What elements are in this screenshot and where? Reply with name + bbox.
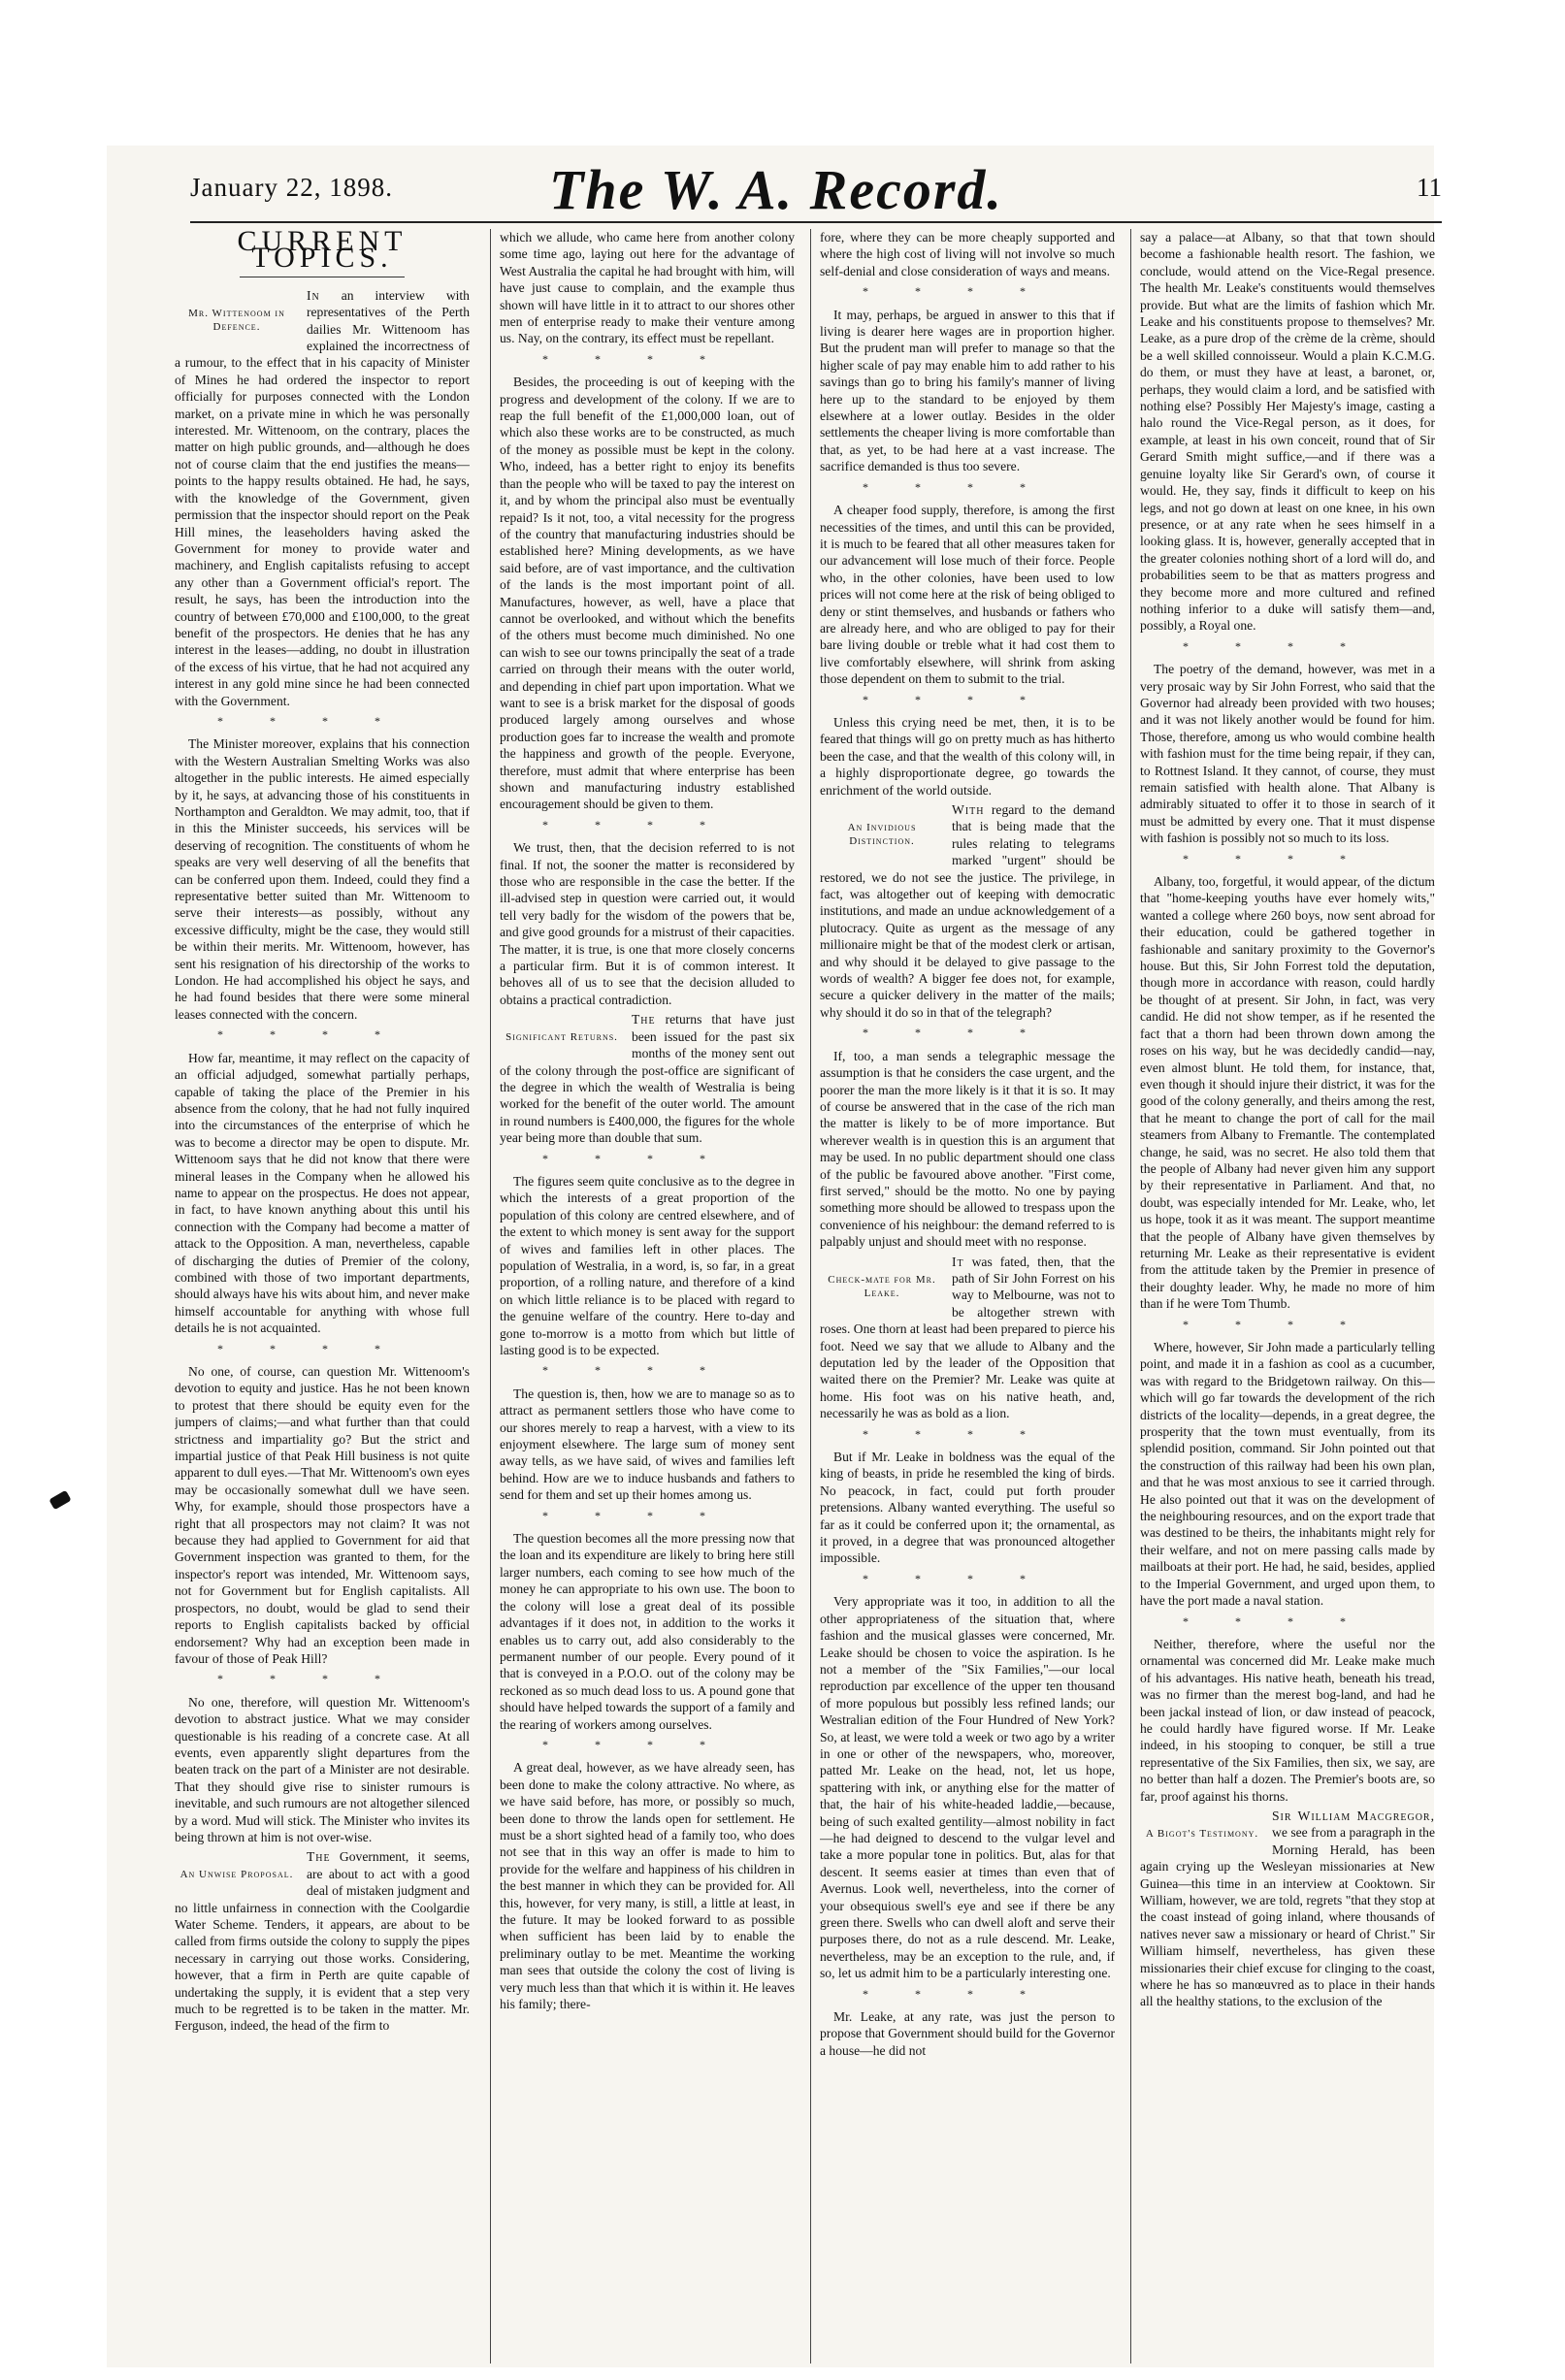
separator-stars: **** [542,1151,752,1165]
paragraph: The question is, then, how we are to manage so as to attract as permanent settlers those who have come to our shores merely to reap a harvest, with a view to its enjoyment elsewhere. The large sum of money sent away tells, as we have said, of wives and families left behind. How are we to induce husbands and fathers to send for them and set up their homes among us. [500,1386,795,1503]
paragraph: But if Mr. Leake in boldness was the equal of the king of beasts, in pride he resembled the king of birds. No peacock, in fact, could put forth prouder pretensions. Albany wanted everything. The useful so far as it could be conferred upon it; the ornamental, as it proved, in a degree that was pronounced altogether impossible. [820,1450,1115,1566]
paragraph: fore, where they can be more cheaply supported and where the high cost of living will not involve so much self-denial and close consideration of ways and means. [820,230,1115,278]
side-heading: An Unwise Proposal. [179,1869,294,1881]
paragraph: A great deal, however, as we have already seen, has been done to make the colony attractive. No where, as we have said before, has more, or possibly so much, been done to throw the lands open for settlement. He must be a short sighted head of a family too, who does not see that in this way an offer is made to him to provide for the welfare and happiness of his children in the best manner in which they can be provided for. All this, however, for very many, is still, a little at least, in the future. It may be looked forward to as possible when sufficient has been laid by to enable the preliminary outlay to be met. Meantime the working man sees that outside the colony the cost of living is very much less than that which it is within it. He leaves his family; there- [500,1760,795,2012]
separator-stars: **** [1183,1317,1392,1331]
separator-stars: **** [863,284,1072,299]
separator-stars: **** [542,1363,752,1378]
masthead [190,158,1442,221]
separator-stars: **** [863,1571,1072,1585]
separator-stars: **** [217,1341,427,1355]
column-3 [820,229,1115,2364]
paragraph: We trust, then, that the decision referred to is not final. If not, the sooner the matter is reconsidered by those who are responsible in the case the better. If the ill-advised step in question were carried out, it would tell very badly for the wisdom of the powers that be, and give good grounds for a mistrust of their capacities. The matter, it is true, is one that more closely concerns a particular firm. But it is of common interest. It behoves all of us to see that the decision alluded to obtains a practical contradiction. [500,840,795,1007]
paragraph: Besides, the proceeding is out of keeping with the progress and development of the colony. If we are to reap the full benefit of the £1,000,000 loan, out of which also these works are to be constructed, as much of the money as possible must be kept in the colony. Who, indeed, has a better right to enjoy its benefits than the people who will be taxed to pay the interest on it, and by whom the principal also must be eventually repaid? Is it not, too, a vital necessity for the progress of the country that manufacturing industries should be established here? Mining developments, as we have said before, are of vast importance, and the cultivation of the lands is the most important point of all. Manufactures, however, as well, have a place that cannot be overlooked, and without which the benefits of the others must become much diminished. No one can wish to see our towns principally the seat of a trade carried on through their means with the outer world, and depending in chief part upon importation. What we want to see is a brisk market for the disposal of goods produced largely among ourselves and whose production goes far to increase the wealth and promote the happiness and growth of the people. Everyone, therefore, must admit that where enterprise has been shown and manufacturing industry established encouragement should be given to them. [500,375,795,812]
paragraph: Neither, therefore, where the useful nor the ornamental was concerned did Mr. Leake make much of his advantages. His native heath, beneath his tread, was no firmer than the merest bog-land, and had he been jackal instead of lion, or daw instead of peacock, he could hardly have figured worse. If Mr. Leake indeed, in his stooping to conquer, be still a true representative of the Six Families, then six, we say, are no better than half a dozen. The Premier's boots are, so far, proof against his thorns. [1140,1636,1435,1804]
paragraph: Unless this crying need be met, then, it is to be feared that things will go on pretty much as has hitherto been the case, and that the wealth of this colony will, in a highly disproportionate degree, go towards the enrichment of the world outside. [820,714,1115,798]
margin-ink-mark [49,1490,71,1510]
side-heading: Check-mate for Mr. Leake. [828,1273,936,1299]
separator-stars: **** [863,1986,1072,2001]
separator-stars: **** [217,1027,427,1042]
separator-stars: **** [863,1026,1072,1040]
header-rule [190,221,1442,223]
paragraph: which we allude, who came here from another colony some time ago, laying out here for the advantage of West Australia the capital he had brought with him, will have just cause to complain, and the example thus shown will have little in it to attract to our shores other men of enterprise ready to make their venture among us. Nay, on the contrary, its effect must be repellant. [500,230,795,346]
column-divider [1130,229,1131,2364]
side-heading: An Invidious Distinction. [847,822,917,847]
separator-stars: **** [542,1508,752,1522]
paragraph: say a palace—at Albany, so that that town should become a fashionable health resort. The fashion, we conclude, would attend on the Vice-Regal presence. The health Mr. Leake's constituents would themselves provide. But what are the limits of fashion which Mr. Leake and his constituents propose to themselves? Mr. Leake, as a pure drop of the crème de la crème, should be a well skilled connoisseur. Would a plain K.C.M.G. do them, or must they have at least, a baronet, or, perhaps, they would claim a lord, and be satisfied with nothing else? Possibly Her Majesty's image, casting a halo round the Vice-Regal person, as it does, for example, at least in his own conceit, round that of Sir Gerard Smith might suffice,—and if there was a genuine loyalty like Sir Gerard's own, of course it would. He, they say, finds it difficult to keep on his legs, and not go down at least on one knee, in his own presence, or at any rate when he sees himself in a looking glass. It is, however, generally accepted that in the greater colonies nothing short of a lord will do, and probabilities seem to be that as matters progress and they become more and more cultured and refined nothing inferior to a duke will satisfy them—and, possibly, a Royal one. [1140,230,1435,634]
column-4 [1140,229,1435,2364]
separator-stars: **** [542,817,752,831]
paragraph: With regard to the demand that is being made that the rules relating to telegrams marked "urgent" should be restored, we do not see the justice. The privilege, in fact, was altogether out of keeping with democratic institutions, and made an undue acknowledgement of a plutocracy. Quite as urgent as the message of any millionaire might be that of the modest clerk or artisan, and why should it be delayed to give passage to the words of wealth? A bigger fee does not, for example, secure a quicker delivery in the matter of the mails; why should it do so in that of the telegraph? [820,802,1115,1020]
separator-stars: **** [1183,638,1392,653]
paragraph: The poetry of the demand, however, was met in a very prosaic way by Sir John Forrest, who said that the Governor had already been provided with two houses; and it was not likely another would be found for him. Those, therefore, among us who would combine health with fashion must for the time being repair, if they can, to Rottnest Island. It they cannot, of course, they must remain satisfied with health alone. That Albany is admirably situated to offer it to those in search of it must be admitted by every one. That it must dispense with fashion is possibly not so much to its loss. [1140,662,1435,846]
column-divider [490,229,491,2364]
paragraph: The Minister moreover, explains that his connection with the Western Australian Smelting Works was also altogether in the public interests. He aimed especially by it, he says, at advancing those of his constituents in Northampton and Geraldton. We may admit, too, that if in this the Minister succeeds, his services will be deserving of recognition. The constituents of whom he speaks are very well deserving of all the benefits that can be conferred upon them. Indeed, could they find a representative better suited than Mr. Wittenoom to serve their interests—as possibly, without any excessive difficulty, might be the case, they would still be within their merits. Mr. Wittenoom, however, has sent his resignation of his directorship of the works to London. He had accomplished his object he says, and he had found besides that there were some mineral leases connected with the concern. [175,736,470,1022]
column-2 [500,229,795,2364]
separator-stars: **** [217,713,427,728]
paragraph: Albany, too, forgetful, it would appear, of the dictum that "home-keeping youths have ever homely wits," wanted a college where 260 boys, now sent abroad for their education, could be gathered together in fashionable and sanitary proximity to the Governor's house. But this, Sir John Forrest told the deputation, though more in accordance with reason, could hardly be thought of at present. Sir John, in fact, was very candid. He did not show temper, as if he resented the fact that a thorn had been thrown down among the roses on his way, but he was decidedly candid—nay, even almost blunt. He told them, for instance, that, even though it should injure their district, it was for the good of the colony generally, and theirs among the rest, that he meant to change the port of call for the mail steamers from Albany to Fremantle. The contemplated change, he said, was no secret. He also told them that the people of Albany had never given him any support by their representative in Parliament. And that, no doubt, was especially intended for Mr. Leake, who, let us hope, took it as it was meant. The support meantime that the people of Albany have given themselves by returning Mr. Leake as their representative is evident from the attitude taken by the Premier in presence of their doughty leader. Why, he made no more of him than if he were Tom Thumb. [1140,874,1435,1312]
paragraph: It may, perhaps, be argued in answer to this that if living is dearer here wages are in proportion higher. But the prudent man will prefer to manage so that the higher scale of pay may enable him to add rather to his savings than go to bring his family's manner of living here up to the standard to be enjoyed by them elsewhere at a lower outlay. Besides in the older settlements the cheaper living is more comfortable than that, as yet, to be had here at a vast increase. The sacrifice demanded is thus too severe. [820,307,1115,474]
side-heading: Significant Returns. [505,1031,618,1044]
paragraph: The question becomes all the more pressing now that the loan and its expenditure are likely to bring here still larger numbers, each coming to see how much of the money he can appropriate to his own use. The boon to the colony will lose a great deal of its possible advantages if it does not, in addition to the works it enables us to carry out, add also considerably to the permanent number of our people. Every pound of it that is conveyed in a P.O.O. out of the colony may be reckoned as so much dead loss to us. A pound gone that should have helped towards the support of a family and the rearing of workers among ourselves. [500,1531,795,1732]
separator-stars: **** [863,479,1072,494]
paragraph: Sir William Macgregor, we see from a paragraph in the Morning Herald, has been again crying up the Wesleyan missionaries at New Guinea—this time in an interview at Cooktown. Sir William, however, we are told, regrets "that they stop at the coast instead of going inland, where thousands of natives never saw a missionary or heard of Christ." Sir William himself, nevertheless, has given these missionaries their chief excuse for clinging to the coast, where he has so manœuvred as to place in their hands all the healthy stations, to the exclusion of the [1140,1808,1435,2009]
paragraph: It was fated, then, that the path of Sir John Forrest on his way to Melbourne, was not to be altogether strewn with roses. One thorn at least had been prepared to pierce his foot. Need we say that we allude to Albany and the deputation led by the leader of the Opposition that waited there on the Premier? Mr. Leake was quite at home. His foot was on his native heath, and, necessarily he was as bold as a lion. [820,1254,1115,1421]
side-heading: A Bigot's Testimony. [1145,1827,1259,1840]
side-heading: Mr. Wittenoom in Defence. [188,307,285,333]
separator-stars: **** [542,1737,752,1751]
column-1 [175,229,470,2364]
separator-stars: **** [217,1672,427,1686]
page-number: 11 [1417,173,1442,202]
paragraph: The returns that have just been issued for the past six months of the money sent out of the colony through the post-office are significant of the degree in which the wealth of Westralia is being worked for the benefit of the outer world. The amount in round numbers is £400,000, the figures for the whole year being more than double that sum. [500,1012,795,1146]
paragraph: If, too, a man sends a telegraphic message the assumption is that he considers the case urgent, and the poorer the man the more likely is it that it is so. It may of course be answered that in the case of the rich man the matter is likely to be of more importance. But wherever wealth is in question this is an argument that may be used. In no public department should one class of the public be favoured above another. "First come, first served," should be the motto. No one by paying something more should be allowed to trespass upon the convenience of his neighbour: the demand referred to is palpably unjust and should meet with no response. [820,1048,1115,1250]
section-title: CURRENT TOPICS. [237,229,408,275]
paragraph: No one, therefore, will question Mr. Wittenoom's devotion to abstract justice. What we may consider questionable is his reading of a concrete case. At all events, even apparently slight departures from the beaten track on the part of a Minister are not desirable. That they should give rise to sinister rumours is inevitable, and such rumours are not altogether silenced by a word. Mud will stick. The Minister who invites its being thrown at him is not over-wise. [175,1694,470,1844]
paragraph: A cheaper food supply, therefore, is among the first necessities of the times, and until this can be provided, it is much to be feared that all other measures taken for our advancement will lose much of their force. People who, in the other colonies, have been used to low prices will not come here at the risk of being obliged to deny or stint themselves, and husbands or fathers who are already here, and who are obliged to pay for their bare living double or treble what it had cost them to live comfortably elsewhere, will shrink from asking those dependent on them to submit to the trial. [820,503,1115,687]
paragraph: How far, meantime, it may reflect on the capacity of an official adjudged, somewhat partially perhaps, capable of taking the place of the Premier in his absence from the colony, that he had not fully inquired into the circumstances of the enterprise of which he was to become a director may be open to dispute. Mr. Wittenoom says that he did not know that there were mineral leases in the Company when he allowed his name to appear on the prospectus. He does not appear, in fact, to have known anything about this until his connection with the Company had become a matter of attack to the Opposition. A man, nevertheless, capable of discharging the duties of Premier of the colony, combined with those of two important departments, should always have his wits about him, and never make himself accountable for anything with whose full details he is not acquainted. [175,1050,470,1336]
separator-stars: **** [1183,851,1392,865]
column-divider [810,229,811,2364]
paragraph: Where, however, Sir John made a particularly telling point, and made it in a fashion as cool as a cucumber, was with regard to the Bridgetown railway. On this—which will go far towards the development of the rich districts of the locality—depends, in a great degree, the prosperity that the town must eventually, from its splendid position, command. Sir John pointed out that the construction of this railway had been his own plan, and that he was most anxious to see it carried through. He also pointed out that it was on the development of the neighbouring resources, and on the export trade that was destined to be theirs, the inhabitants might rely for their welfare, and not on mere passing calls made by mailboats at their port. He had, he said, besides, applied to the Imperial Government, and urged upon them, to have the port made a naval station. [1140,1340,1435,1609]
separator-stars: **** [863,692,1072,706]
paragraph: The figures seem quite conclusive as to the degree in which the interests of a great proportion of the population of this colony are centred elsewhere, and of the extent to which money is sent away for the support of wives and families left in other places. The population of Westralia, in a word, is, so far, in a great proportion, of a rolling nature, and therefore of a kind on which little reliance is to be placed with regard to the genuine welfare of the country. Here to-day and gone to-morrow is a motto from which but little of lasting good is to be expected. [500,1173,795,1357]
paragraph: The Government, it seems, are about to act with a good deal of mistaken judgment and no little unfairness in connection with the Coolgardie Water Scheme. Tenders, it appears, are about to be called from firms outside the colony to supply the pipes necessary in carrying out those works. Considering, however, that a firm in Perth are quite capable of undertaking the supply, it is evident that a step very much to be regretted is to be taken in the matter. Mr. Ferguson, indeed, the head of the firm to [175,1849,470,2034]
paragraph: No one, of course, can question Mr. Wittenoom's devotion to equity and justice. Has he not been known to protest that there should be equity even for the jumpers of claims;—and what further than that could strictness and impartiality go? But the strict and impartial justice of that Peak Hill business is not quite apparent to dull eyes.—That Mr. Wittenoom's own eyes may be occasionally somewhat dull we have seen. Why, for example, should those prospectors have a right that all prospectors may not claim? It was not because they had applied to Government for aid that Government inspection was granted to them, for the inspector's report was intended, Mr. Wittenoom says, not for Government but for English capitalists. All prospectors, no doubt, would be glad to send their reports to English capitalists backed by official endorsement? Why had an exception been made in favour of those of Peak Hill? [175,1364,470,1666]
paragraph: In an interview with representatives of the Perth dailies Mr. Wittenoom has explained the incorrectness of a rumour, to the effect that in his capacity of Minister of Mines he had ordered the inspector to report officially for purposes connected with the London market, on a private mine in which he was personally interested. Mr. Wittenoom, on the contrary, places the matter on high public grounds, and—although he does not of course claim that the end justifies the means—points to the happy results obtained. He had, he says, with the knowledge of the Government, given permission that the inspector should report on the Peak Hill mines, the leaseholders having asked the Government for money to provide water and machinery, and English capitalists refusing to accept any other than a Government official's report. The result, he says, has been the introduction into the country of between £70,000 and £100,000, to the great benefit of the prospectors. He denies that he has any interest in the leases—adding, no doubt in illustration of the excess of his virtue, that he had not acquired any interest in any gold mine since he had been connected with the Government. [175,287,470,708]
issue-date: January 22, 1898. [190,173,393,202]
separator-stars: **** [542,351,752,366]
newspaper-title: The W. A. Record. [549,158,1003,221]
paragraph: Very appropriate was it too, in addition to all the other appropriateness of the situation that, where fashion and the musical glasses were concerned, Mr. Leake should be chosen to voice the aspiration. Is he not a member of the "Six Families,"—our local reproduction par excellence of the upper ten thousand of more populous but possibly less refined lands; our Westralian edition of the Four Hundred of New York? So, at least, we were told a week or two ago by a writer in one or other of the newspapers, who, moreover, patted Mr. Leake on the head, not, let us hope, spattering with ink, or anything else for the matter of that, the hair of his white-headed laddie,—because, being of such exalted gentility—almost nobility in fact—he had deigned to descend to the vulgar level and take a more popular tone in politics. But, alas for that descent. It seems easier at times than even that of Avernus. Look well, nevertheless, into the corner of your obsequious swell's eye and see if there be any green there. Swells who can dwell aloft and serve their purposes there, do not as a rule descend. Mr. Leake, nevertheless, may be an exception to the rule, and, if so, let us admit him to be a particularly interesting one. [820,1594,1115,1981]
separator-stars: **** [1183,1614,1392,1628]
separator-stars: **** [863,1426,1072,1441]
paragraph: Mr. Leake, at any rate, was just the person to propose that Government should build for the Governor a house—he did not [820,2009,1115,2058]
